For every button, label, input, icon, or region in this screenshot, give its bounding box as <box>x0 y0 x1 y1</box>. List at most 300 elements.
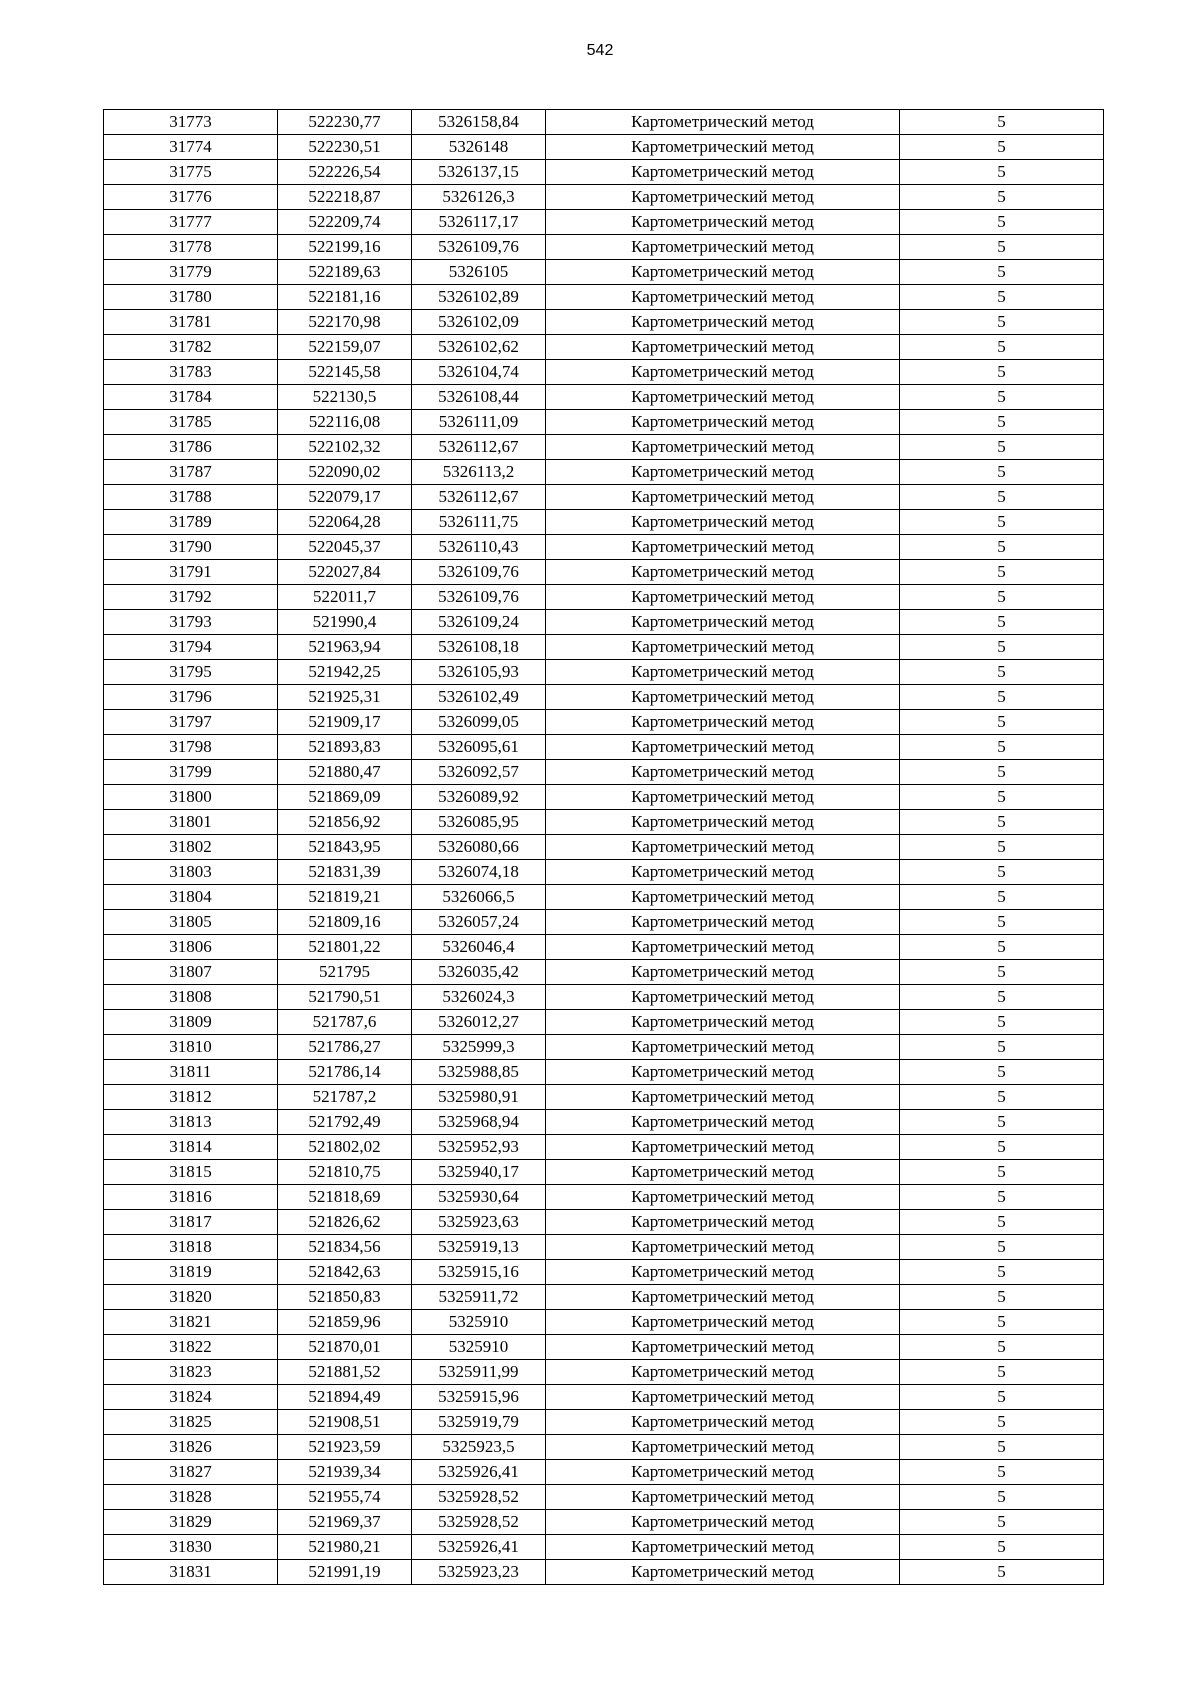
x-coordinate-cell: 521856,92 <box>278 810 412 835</box>
x-coordinate-cell: 521870,01 <box>278 1335 412 1360</box>
point-number-cell: 31813 <box>104 1110 278 1135</box>
y-coordinate-cell: 5326046,4 <box>412 935 546 960</box>
table-row <box>104 985 1104 1010</box>
accuracy-cell: 5 <box>900 835 1104 860</box>
point-number-cell: 31812 <box>104 1085 278 1110</box>
y-coordinate-cell: 5326102,89 <box>412 285 546 310</box>
x-coordinate-cell: 521792,49 <box>278 1110 412 1135</box>
y-coordinate-cell: 5325923,23 <box>412 1560 546 1585</box>
y-coordinate-cell: 5326112,67 <box>412 435 546 460</box>
accuracy-cell: 5 <box>900 510 1104 535</box>
accuracy-cell: 5 <box>900 935 1104 960</box>
point-number-cell: 31788 <box>104 485 278 510</box>
table-row <box>104 460 1104 485</box>
x-coordinate-cell: 522079,17 <box>278 485 412 510</box>
coordinates-table <box>103 109 1104 1585</box>
method-cell: Картометрический метод <box>546 260 900 285</box>
x-coordinate-cell: 521939,34 <box>278 1460 412 1485</box>
table-row <box>104 1010 1104 1035</box>
y-coordinate-cell: 5326110,43 <box>412 535 546 560</box>
method-cell: Картометрический метод <box>546 1560 900 1585</box>
point-number-cell: 31818 <box>104 1235 278 1260</box>
point-number-cell: 31830 <box>104 1535 278 1560</box>
method-cell: Картометрический метод <box>546 1085 900 1110</box>
y-coordinate-cell: 5325930,64 <box>412 1185 546 1210</box>
table-row <box>104 585 1104 610</box>
accuracy-cell: 5 <box>900 585 1104 610</box>
x-coordinate-cell: 522064,28 <box>278 510 412 535</box>
method-cell: Картометрический метод <box>546 1335 900 1360</box>
point-number-cell: 31775 <box>104 160 278 185</box>
accuracy-cell: 5 <box>900 1460 1104 1485</box>
table-row <box>104 960 1104 985</box>
accuracy-cell: 5 <box>900 1435 1104 1460</box>
table-row <box>104 135 1104 160</box>
point-number-cell: 31807 <box>104 960 278 985</box>
point-number-cell: 31829 <box>104 1510 278 1535</box>
table-row <box>104 1260 1104 1285</box>
method-cell: Картометрический метод <box>546 160 900 185</box>
point-number-cell: 31794 <box>104 635 278 660</box>
method-cell: Картометрический метод <box>546 935 900 960</box>
method-cell: Картометрический метод <box>546 1160 900 1185</box>
point-number-cell: 31801 <box>104 810 278 835</box>
method-cell: Картометрический метод <box>546 560 900 585</box>
point-number-cell: 31783 <box>104 360 278 385</box>
table-row <box>104 610 1104 635</box>
accuracy-cell: 5 <box>900 1060 1104 1085</box>
table-row <box>104 1035 1104 1060</box>
y-coordinate-cell: 5326104,74 <box>412 360 546 385</box>
table-row <box>104 1210 1104 1235</box>
method-cell: Картометрический метод <box>546 1010 900 1035</box>
accuracy-cell: 5 <box>900 460 1104 485</box>
accuracy-cell: 5 <box>900 685 1104 710</box>
x-coordinate-cell: 522102,32 <box>278 435 412 460</box>
accuracy-cell: 5 <box>900 1035 1104 1060</box>
method-cell: Картометрический метод <box>546 1260 900 1285</box>
y-coordinate-cell: 5326105,93 <box>412 660 546 685</box>
table-row <box>104 1135 1104 1160</box>
y-coordinate-cell: 5325999,3 <box>412 1035 546 1060</box>
accuracy-cell: 5 <box>900 1010 1104 1035</box>
table-row <box>104 385 1104 410</box>
table-row <box>104 285 1104 310</box>
table-row <box>104 860 1104 885</box>
y-coordinate-cell: 5326109,76 <box>412 585 546 610</box>
x-coordinate-cell: 521869,09 <box>278 785 412 810</box>
point-number-cell: 31831 <box>104 1560 278 1585</box>
y-coordinate-cell: 5326108,18 <box>412 635 546 660</box>
accuracy-cell: 5 <box>900 1385 1104 1410</box>
point-number-cell: 31785 <box>104 410 278 435</box>
accuracy-cell: 5 <box>900 1285 1104 1310</box>
y-coordinate-cell: 5325926,41 <box>412 1460 546 1485</box>
method-cell: Картометрический метод <box>546 710 900 735</box>
accuracy-cell: 5 <box>900 560 1104 585</box>
point-number-cell: 31810 <box>104 1035 278 1060</box>
table-row <box>104 785 1104 810</box>
x-coordinate-cell: 521880,47 <box>278 760 412 785</box>
method-cell: Картометрический метод <box>546 1510 900 1535</box>
x-coordinate-cell: 521969,37 <box>278 1510 412 1535</box>
method-cell: Картометрический метод <box>546 635 900 660</box>
method-cell: Картометрический метод <box>546 435 900 460</box>
accuracy-cell: 5 <box>900 860 1104 885</box>
point-number-cell: 31779 <box>104 260 278 285</box>
y-coordinate-cell: 5325910 <box>412 1310 546 1335</box>
y-coordinate-cell: 5326102,49 <box>412 685 546 710</box>
table-row <box>104 1560 1104 1585</box>
accuracy-cell: 5 <box>900 1260 1104 1285</box>
accuracy-cell: 5 <box>900 435 1104 460</box>
accuracy-cell: 5 <box>900 735 1104 760</box>
table-row <box>104 335 1104 360</box>
method-cell: Картометрический метод <box>546 310 900 335</box>
y-coordinate-cell: 5325988,85 <box>412 1060 546 1085</box>
accuracy-cell: 5 <box>900 1535 1104 1560</box>
y-coordinate-cell: 5326112,67 <box>412 485 546 510</box>
x-coordinate-cell: 521801,22 <box>278 935 412 960</box>
x-coordinate-cell: 521942,25 <box>278 660 412 685</box>
y-coordinate-cell: 5326108,44 <box>412 385 546 410</box>
table-row <box>104 485 1104 510</box>
x-coordinate-cell: 522045,37 <box>278 535 412 560</box>
point-number-cell: 31827 <box>104 1460 278 1485</box>
point-number-cell: 31823 <box>104 1360 278 1385</box>
method-cell: Картометрический метод <box>546 360 900 385</box>
y-coordinate-cell: 5325928,52 <box>412 1485 546 1510</box>
method-cell: Картометрический метод <box>546 1185 900 1210</box>
table-row <box>104 1310 1104 1335</box>
method-cell: Картометрический метод <box>546 1135 900 1160</box>
x-coordinate-cell: 522145,58 <box>278 360 412 385</box>
y-coordinate-cell: 5326066,5 <box>412 885 546 910</box>
accuracy-cell: 5 <box>900 635 1104 660</box>
method-cell: Картометрический метод <box>546 1385 900 1410</box>
method-cell: Картометрический метод <box>546 285 900 310</box>
x-coordinate-cell: 521787,2 <box>278 1085 412 1110</box>
method-cell: Картометрический метод <box>546 1310 900 1335</box>
y-coordinate-cell: 5325911,99 <box>412 1360 546 1385</box>
point-number-cell: 31808 <box>104 985 278 1010</box>
y-coordinate-cell: 5326148 <box>412 135 546 160</box>
accuracy-cell: 5 <box>900 485 1104 510</box>
table-row <box>104 435 1104 460</box>
x-coordinate-cell: 521834,56 <box>278 1235 412 1260</box>
x-coordinate-cell: 521850,83 <box>278 1285 412 1310</box>
table-row <box>104 1435 1104 1460</box>
point-number-cell: 31819 <box>104 1260 278 1285</box>
method-cell: Картометрический метод <box>546 1110 900 1135</box>
y-coordinate-cell: 5326102,62 <box>412 335 546 360</box>
coordinates-table-body <box>104 110 1104 1585</box>
point-number-cell: 31802 <box>104 835 278 860</box>
point-number-cell: 31793 <box>104 610 278 635</box>
table-row <box>104 710 1104 735</box>
method-cell: Картометрический метод <box>546 585 900 610</box>
method-cell: Картометрический метод <box>546 385 900 410</box>
accuracy-cell: 5 <box>900 710 1104 735</box>
table-row <box>104 935 1104 960</box>
y-coordinate-cell: 5326109,76 <box>412 560 546 585</box>
point-number-cell: 31787 <box>104 460 278 485</box>
method-cell: Картометрический метод <box>546 1485 900 1510</box>
x-coordinate-cell: 521819,21 <box>278 885 412 910</box>
y-coordinate-cell: 5325919,79 <box>412 1410 546 1435</box>
point-number-cell: 31826 <box>104 1435 278 1460</box>
y-coordinate-cell: 5325940,17 <box>412 1160 546 1185</box>
point-number-cell: 31797 <box>104 710 278 735</box>
x-coordinate-cell: 521831,39 <box>278 860 412 885</box>
accuracy-cell: 5 <box>900 1110 1104 1135</box>
accuracy-cell: 5 <box>900 1210 1104 1235</box>
table-row <box>104 910 1104 935</box>
x-coordinate-cell: 522209,74 <box>278 210 412 235</box>
y-coordinate-cell: 5326111,09 <box>412 410 546 435</box>
y-coordinate-cell: 5326095,61 <box>412 735 546 760</box>
x-coordinate-cell: 522116,08 <box>278 410 412 435</box>
point-number-cell: 31799 <box>104 760 278 785</box>
x-coordinate-cell: 521893,83 <box>278 735 412 760</box>
y-coordinate-cell: 5326137,15 <box>412 160 546 185</box>
y-coordinate-cell: 5325952,93 <box>412 1135 546 1160</box>
method-cell: Картометрический метод <box>546 535 900 560</box>
x-coordinate-cell: 522218,87 <box>278 185 412 210</box>
point-number-cell: 31791 <box>104 560 278 585</box>
y-coordinate-cell: 5326113,2 <box>412 460 546 485</box>
table-row <box>104 1235 1104 1260</box>
method-cell: Картометрический метод <box>546 810 900 835</box>
x-coordinate-cell: 521991,19 <box>278 1560 412 1585</box>
accuracy-cell: 5 <box>900 960 1104 985</box>
y-coordinate-cell: 5326024,3 <box>412 985 546 1010</box>
y-coordinate-cell: 5326089,92 <box>412 785 546 810</box>
accuracy-cell: 5 <box>900 1185 1104 1210</box>
x-coordinate-cell: 522230,51 <box>278 135 412 160</box>
table-row <box>104 1160 1104 1185</box>
table-row <box>104 760 1104 785</box>
table-row <box>104 510 1104 535</box>
table-row <box>104 1335 1104 1360</box>
accuracy-cell: 5 <box>900 110 1104 135</box>
accuracy-cell: 5 <box>900 810 1104 835</box>
y-coordinate-cell: 5326099,05 <box>412 710 546 735</box>
point-number-cell: 31773 <box>104 110 278 135</box>
x-coordinate-cell: 521923,59 <box>278 1435 412 1460</box>
accuracy-cell: 5 <box>900 135 1104 160</box>
y-coordinate-cell: 5325968,94 <box>412 1110 546 1135</box>
x-coordinate-cell: 522189,63 <box>278 260 412 285</box>
accuracy-cell: 5 <box>900 660 1104 685</box>
method-cell: Картометрический метод <box>546 785 900 810</box>
y-coordinate-cell: 5326105 <box>412 260 546 285</box>
accuracy-cell: 5 <box>900 235 1104 260</box>
accuracy-cell: 5 <box>900 310 1104 335</box>
table-row <box>104 885 1104 910</box>
table-row <box>104 1185 1104 1210</box>
table-row <box>104 1410 1104 1435</box>
x-coordinate-cell: 522090,02 <box>278 460 412 485</box>
method-cell: Картометрический метод <box>546 985 900 1010</box>
point-number-cell: 31782 <box>104 335 278 360</box>
accuracy-cell: 5 <box>900 260 1104 285</box>
y-coordinate-cell: 5326057,24 <box>412 910 546 935</box>
accuracy-cell: 5 <box>900 285 1104 310</box>
y-coordinate-cell: 5326074,18 <box>412 860 546 885</box>
point-number-cell: 31821 <box>104 1310 278 1335</box>
y-coordinate-cell: 5326158,84 <box>412 110 546 135</box>
method-cell: Картометрический метод <box>546 1235 900 1260</box>
method-cell: Картометрический метод <box>546 1060 900 1085</box>
y-coordinate-cell: 5326117,17 <box>412 210 546 235</box>
x-coordinate-cell: 522230,77 <box>278 110 412 135</box>
point-number-cell: 31778 <box>104 235 278 260</box>
method-cell: Картометрический метод <box>546 1460 900 1485</box>
accuracy-cell: 5 <box>900 1510 1104 1535</box>
point-number-cell: 31814 <box>104 1135 278 1160</box>
accuracy-cell: 5 <box>900 760 1104 785</box>
accuracy-cell: 5 <box>900 1135 1104 1160</box>
accuracy-cell: 5 <box>900 1310 1104 1335</box>
accuracy-cell: 5 <box>900 910 1104 935</box>
page-number: 542 <box>586 42 614 59</box>
table-row <box>104 410 1104 435</box>
method-cell: Картометрический метод <box>546 335 900 360</box>
table-row <box>104 1060 1104 1085</box>
x-coordinate-cell: 522199,16 <box>278 235 412 260</box>
table-row <box>104 735 1104 760</box>
method-cell: Картометрический метод <box>546 885 900 910</box>
method-cell: Картометрический метод <box>546 660 900 685</box>
point-number-cell: 31789 <box>104 510 278 535</box>
accuracy-cell: 5 <box>900 1235 1104 1260</box>
point-number-cell: 31824 <box>104 1385 278 1410</box>
x-coordinate-cell: 522159,07 <box>278 335 412 360</box>
method-cell: Картометрический метод <box>546 135 900 160</box>
point-number-cell: 31781 <box>104 310 278 335</box>
point-number-cell: 31776 <box>104 185 278 210</box>
point-number-cell: 31825 <box>104 1410 278 1435</box>
y-coordinate-cell: 5325915,96 <box>412 1385 546 1410</box>
method-cell: Картометрический метод <box>546 485 900 510</box>
x-coordinate-cell: 521809,16 <box>278 910 412 935</box>
x-coordinate-cell: 522011,7 <box>278 585 412 610</box>
x-coordinate-cell: 521859,96 <box>278 1310 412 1335</box>
x-coordinate-cell: 521955,74 <box>278 1485 412 1510</box>
x-coordinate-cell: 521786,14 <box>278 1060 412 1085</box>
table-row <box>104 810 1104 835</box>
method-cell: Картометрический метод <box>546 410 900 435</box>
x-coordinate-cell: 521790,51 <box>278 985 412 1010</box>
accuracy-cell: 5 <box>900 885 1104 910</box>
point-number-cell: 31822 <box>104 1335 278 1360</box>
x-coordinate-cell: 521963,94 <box>278 635 412 660</box>
point-number-cell: 31809 <box>104 1010 278 1035</box>
point-number-cell: 31820 <box>104 1285 278 1310</box>
point-number-cell: 31800 <box>104 785 278 810</box>
method-cell: Картометрический метод <box>546 185 900 210</box>
y-coordinate-cell: 5325915,16 <box>412 1260 546 1285</box>
x-coordinate-cell: 522226,54 <box>278 160 412 185</box>
x-coordinate-cell: 521908,51 <box>278 1410 412 1435</box>
table-row <box>104 235 1104 260</box>
accuracy-cell: 5 <box>900 410 1104 435</box>
table-row <box>104 110 1104 135</box>
method-cell: Картометрический метод <box>546 685 900 710</box>
point-number-cell: 31792 <box>104 585 278 610</box>
x-coordinate-cell: 521810,75 <box>278 1160 412 1185</box>
point-number-cell: 31828 <box>104 1485 278 1510</box>
y-coordinate-cell: 5325923,5 <box>412 1435 546 1460</box>
table-row <box>104 260 1104 285</box>
table-row <box>104 685 1104 710</box>
y-coordinate-cell: 5325923,63 <box>412 1210 546 1235</box>
point-number-cell: 31817 <box>104 1210 278 1235</box>
method-cell: Картометрический метод <box>546 835 900 860</box>
point-number-cell: 31815 <box>104 1160 278 1185</box>
table-row <box>104 835 1104 860</box>
table-row <box>104 1510 1104 1535</box>
x-coordinate-cell: 521894,49 <box>278 1385 412 1410</box>
accuracy-cell: 5 <box>900 360 1104 385</box>
accuracy-cell: 5 <box>900 610 1104 635</box>
y-coordinate-cell: 5326080,66 <box>412 835 546 860</box>
accuracy-cell: 5 <box>900 1410 1104 1435</box>
y-coordinate-cell: 5326092,57 <box>412 760 546 785</box>
x-coordinate-cell: 521795 <box>278 960 412 985</box>
table-row <box>104 1285 1104 1310</box>
method-cell: Картометрический метод <box>546 1285 900 1310</box>
x-coordinate-cell: 521881,52 <box>278 1360 412 1385</box>
method-cell: Картометрический метод <box>546 510 900 535</box>
y-coordinate-cell: 5325911,72 <box>412 1285 546 1310</box>
accuracy-cell: 5 <box>900 1360 1104 1385</box>
point-number-cell: 31803 <box>104 860 278 885</box>
y-coordinate-cell: 5326102,09 <box>412 310 546 335</box>
point-number-cell: 31816 <box>104 1185 278 1210</box>
method-cell: Картометрический метод <box>546 960 900 985</box>
accuracy-cell: 5 <box>900 1085 1104 1110</box>
table-row <box>104 1360 1104 1385</box>
method-cell: Картометрический метод <box>546 910 900 935</box>
point-number-cell: 31798 <box>104 735 278 760</box>
table-row <box>104 310 1104 335</box>
point-number-cell: 31784 <box>104 385 278 410</box>
point-number-cell: 31786 <box>104 435 278 460</box>
method-cell: Картометрический метод <box>546 1435 900 1460</box>
accuracy-cell: 5 <box>900 185 1104 210</box>
x-coordinate-cell: 522130,5 <box>278 385 412 410</box>
table-row <box>104 535 1104 560</box>
y-coordinate-cell: 5326111,75 <box>412 510 546 535</box>
accuracy-cell: 5 <box>900 385 1104 410</box>
accuracy-cell: 5 <box>900 1335 1104 1360</box>
x-coordinate-cell: 521980,21 <box>278 1535 412 1560</box>
method-cell: Картометрический метод <box>546 1210 900 1235</box>
x-coordinate-cell: 521842,63 <box>278 1260 412 1285</box>
y-coordinate-cell: 5326085,95 <box>412 810 546 835</box>
point-number-cell: 31806 <box>104 935 278 960</box>
method-cell: Картометрический метод <box>546 1360 900 1385</box>
x-coordinate-cell: 521990,4 <box>278 610 412 635</box>
table-row <box>104 1085 1104 1110</box>
x-coordinate-cell: 521802,02 <box>278 1135 412 1160</box>
y-coordinate-cell: 5325926,41 <box>412 1535 546 1560</box>
y-coordinate-cell: 5326012,27 <box>412 1010 546 1035</box>
point-number-cell: 31774 <box>104 135 278 160</box>
method-cell: Картометрический метод <box>546 735 900 760</box>
